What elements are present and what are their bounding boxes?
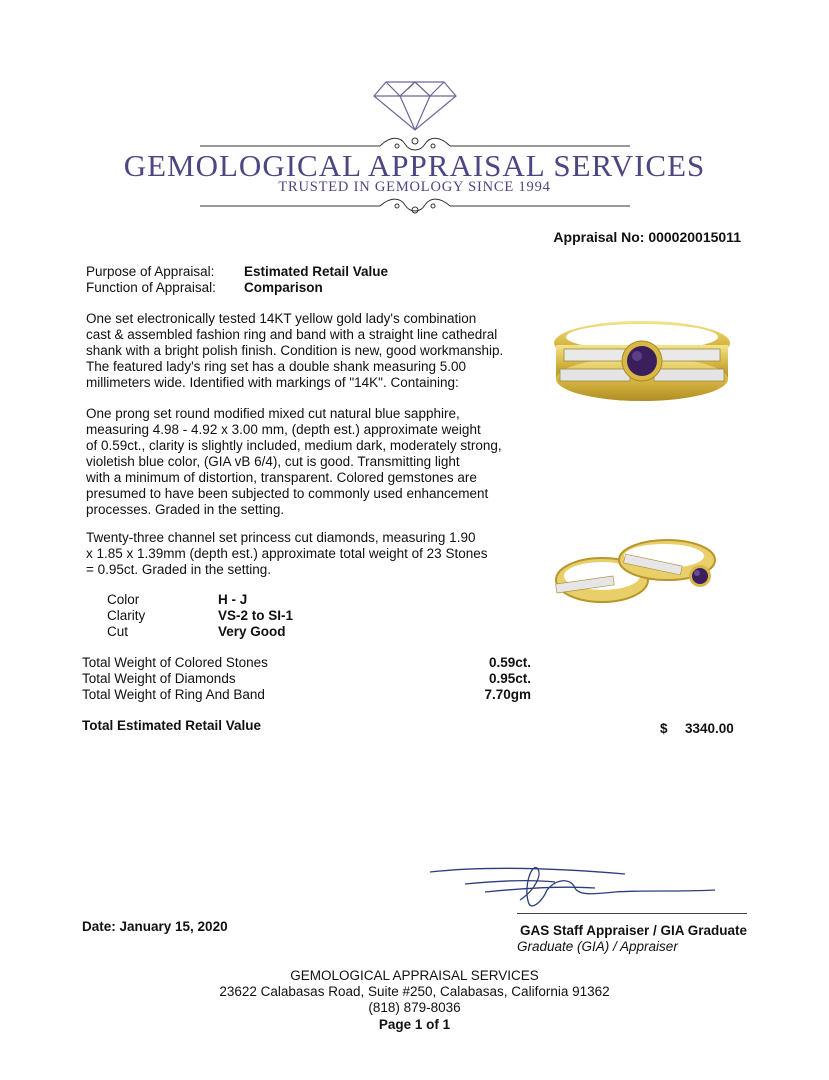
retail-currency: $ — [660, 721, 668, 736]
grade-clarity-label: Clarity — [107, 608, 146, 623]
grade-cut-value: Very Good — [218, 624, 286, 639]
function-value: Comparison — [244, 280, 323, 295]
purpose-label: Purpose of Appraisal: — [86, 264, 215, 279]
company-name: GEMOLOGICAL APPRAISAL SERVICES — [123, 148, 706, 183]
footer-phone: (818) 879-8036 — [368, 1000, 461, 1015]
appraisal-date: Date: January 15, 2020 — [82, 919, 228, 934]
company-tagline: TRUSTED IN GEMOLOGY SINCE 1994 — [278, 179, 551, 195]
diamond-logo-icon — [372, 80, 458, 132]
total-ring-band-value: 7.70gm — [484, 687, 531, 702]
grade-clarity-value: VS-2 to SI-1 — [218, 608, 294, 623]
ring-set-angled-photo — [552, 530, 732, 610]
description-paragraph-1: One set electronically tested 14KT yellow gold lady's combination cast & assembled fashion ring and band with a straight line cathedral shank with a bright polish finish. Condition is new, good workmanship. The featured lady's ring set has a double shank measuring 5.00 millimeters wide. Identified with markings of "14K". Containing: — [86, 311, 504, 390]
description-paragraph-3: Twenty-three channel set princess cut diamonds, measuring 1.90 x 1.85 x 1.39mm (depth est.) approximate total weight of 23 Stones = 0.95ct. Graded in the setting. — [86, 530, 488, 577]
footer-company-name: GEMOLOGICAL APPRAISAL SERVICES — [290, 968, 539, 983]
signature-line — [517, 913, 747, 914]
description-paragraph-2: One prong set round modified mixed cut natural blue sapphire, measuring 4.98 - 4.92 x 3.00 mm, (depth est.) approximate weight of 0.59ct., clarity is slightly included, medium dark, moderately strong, violetish blue color, (GIA vB 6/4), cut is good. Transmitting light with a minimum of distortion, transparent. Colored gemstones are presumed to have been subjected to commonly used enhancement processes. Graded in the setting. — [86, 406, 502, 517]
function-label: Function of Appraisal: — [86, 280, 216, 295]
page-number: Page 1 of 1 — [378, 1017, 451, 1032]
appraiser-subtitle: Graduate (GIA) / Appraiser — [517, 939, 678, 954]
grade-cut-label: Cut — [107, 624, 129, 639]
ornament-rule-bottom — [200, 197, 630, 217]
total-diamonds-value: 0.95ct. — [488, 671, 531, 686]
retail-value: 3340.00 — [685, 721, 734, 736]
appraiser-signature — [425, 860, 725, 914]
grade-color-value: H - J — [218, 592, 248, 607]
appraisal-number: Appraisal No: 000020015011 — [553, 229, 741, 245]
total-colored-stones-value: 0.59ct. — [488, 655, 531, 670]
ring-set-front-photo — [552, 315, 732, 415]
retail-value-label: Total Estimated Retail Value — [82, 718, 262, 733]
total-colored-stones-label: Total Weight of Colored Stones — [82, 655, 268, 670]
total-ring-band-label: Total Weight of Ring And Band — [82, 687, 265, 702]
appraiser-title: GAS Staff Appraiser / GIA Graduate — [520, 923, 748, 938]
footer-address: 23622 Calabasas Road, Suite #250, Calabasas, California 91362 — [219, 984, 610, 999]
purpose-value: Estimated Retail Value — [244, 264, 389, 279]
total-diamonds-label: Total Weight of Diamonds — [82, 671, 236, 686]
grade-color-label: Color — [107, 592, 140, 607]
